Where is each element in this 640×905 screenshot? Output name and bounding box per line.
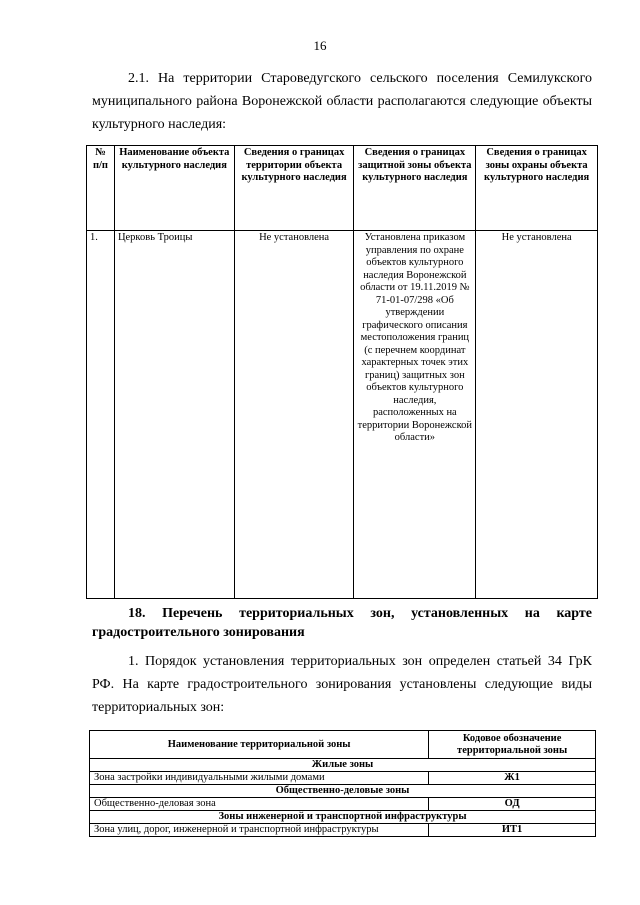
heritage-objects-table [86,145,598,599]
protective-zone-bounds: Установлена приказом управления по охране объектов культурного наследия Воронежской области от 19.11.2019 № 71-01-07/298 «Об утверждении графического описания местоположения границ (с перечнем координат характерных точек этих границ) защитных зон объектов культурного наследия, расположенных на территории Воронежской области» [354,231,476,599]
group-row [90,759,596,772]
group-row [90,785,596,798]
territory-bounds: Не установлена [234,231,354,599]
row-number: 1. [87,231,115,599]
header-zone-name: Наименование территориальной зоны [90,731,429,759]
group-row [90,811,596,824]
section-heading [92,604,592,642]
table-row [90,824,596,837]
table-header-row [87,146,598,231]
protection-zone-bounds: Не установлена [476,231,598,599]
page-number: 16 [313,38,327,53]
table-row [87,231,598,599]
section-heading-text: 18. Перечень территориальных зон, установленных на карте градостроительного зонирования [92,606,592,640]
header-number: № п/п [87,146,115,231]
zone-code: ОД [429,798,596,811]
header-territory-bounds: Сведения о границах территории объекта культурного наследия [234,146,354,231]
zone-name: Общественно-деловая зона [90,798,429,811]
zone-code: Ж1 [429,772,596,785]
table-header-row [90,731,596,759]
zones-paragraph [92,650,592,719]
group-title: Общественно-деловые зоны [90,785,596,798]
zone-name: Зона застройки индивидуальными жилыми домами [90,772,429,785]
intro-paragraph-text: 2.1. На территории Староведугского сельского поселения Семилукского муниципального района Воронежской области располагаются следующие объекты культурного наследия: [92,71,592,132]
header-object-name: Наименование объекта культурного наследия [114,146,234,231]
territorial-zones-table [89,730,596,837]
intro-paragraph [92,67,592,136]
zone-code: ИТ1 [429,824,596,837]
zones-paragraph-text: 1. Порядок установления территориальных зон определен статьей 34 ГрК РФ. На карте градостроительного зонирования установлены следующие виды территориальных зон: [92,654,592,715]
object-name: Церковь Троицы [114,231,234,599]
header-zone-code: Кодовое обозначение территориальной зоны [429,731,596,759]
header-protective-zone-bounds: Сведения о границах защитной зоны объекта культурного наследия [354,146,476,231]
table-row [90,798,596,811]
group-title: Жилые зоны [90,759,596,772]
header-protection-zone-bounds: Сведения о границах зоны охраны объекта культурного наследия [476,146,598,231]
zone-name: Зона улиц, дорог, инженерной и транспортной инфраструктуры [90,824,429,837]
group-title: Зоны инженерной и транспортной инфраструктуры [90,811,596,824]
table-row [90,772,596,785]
